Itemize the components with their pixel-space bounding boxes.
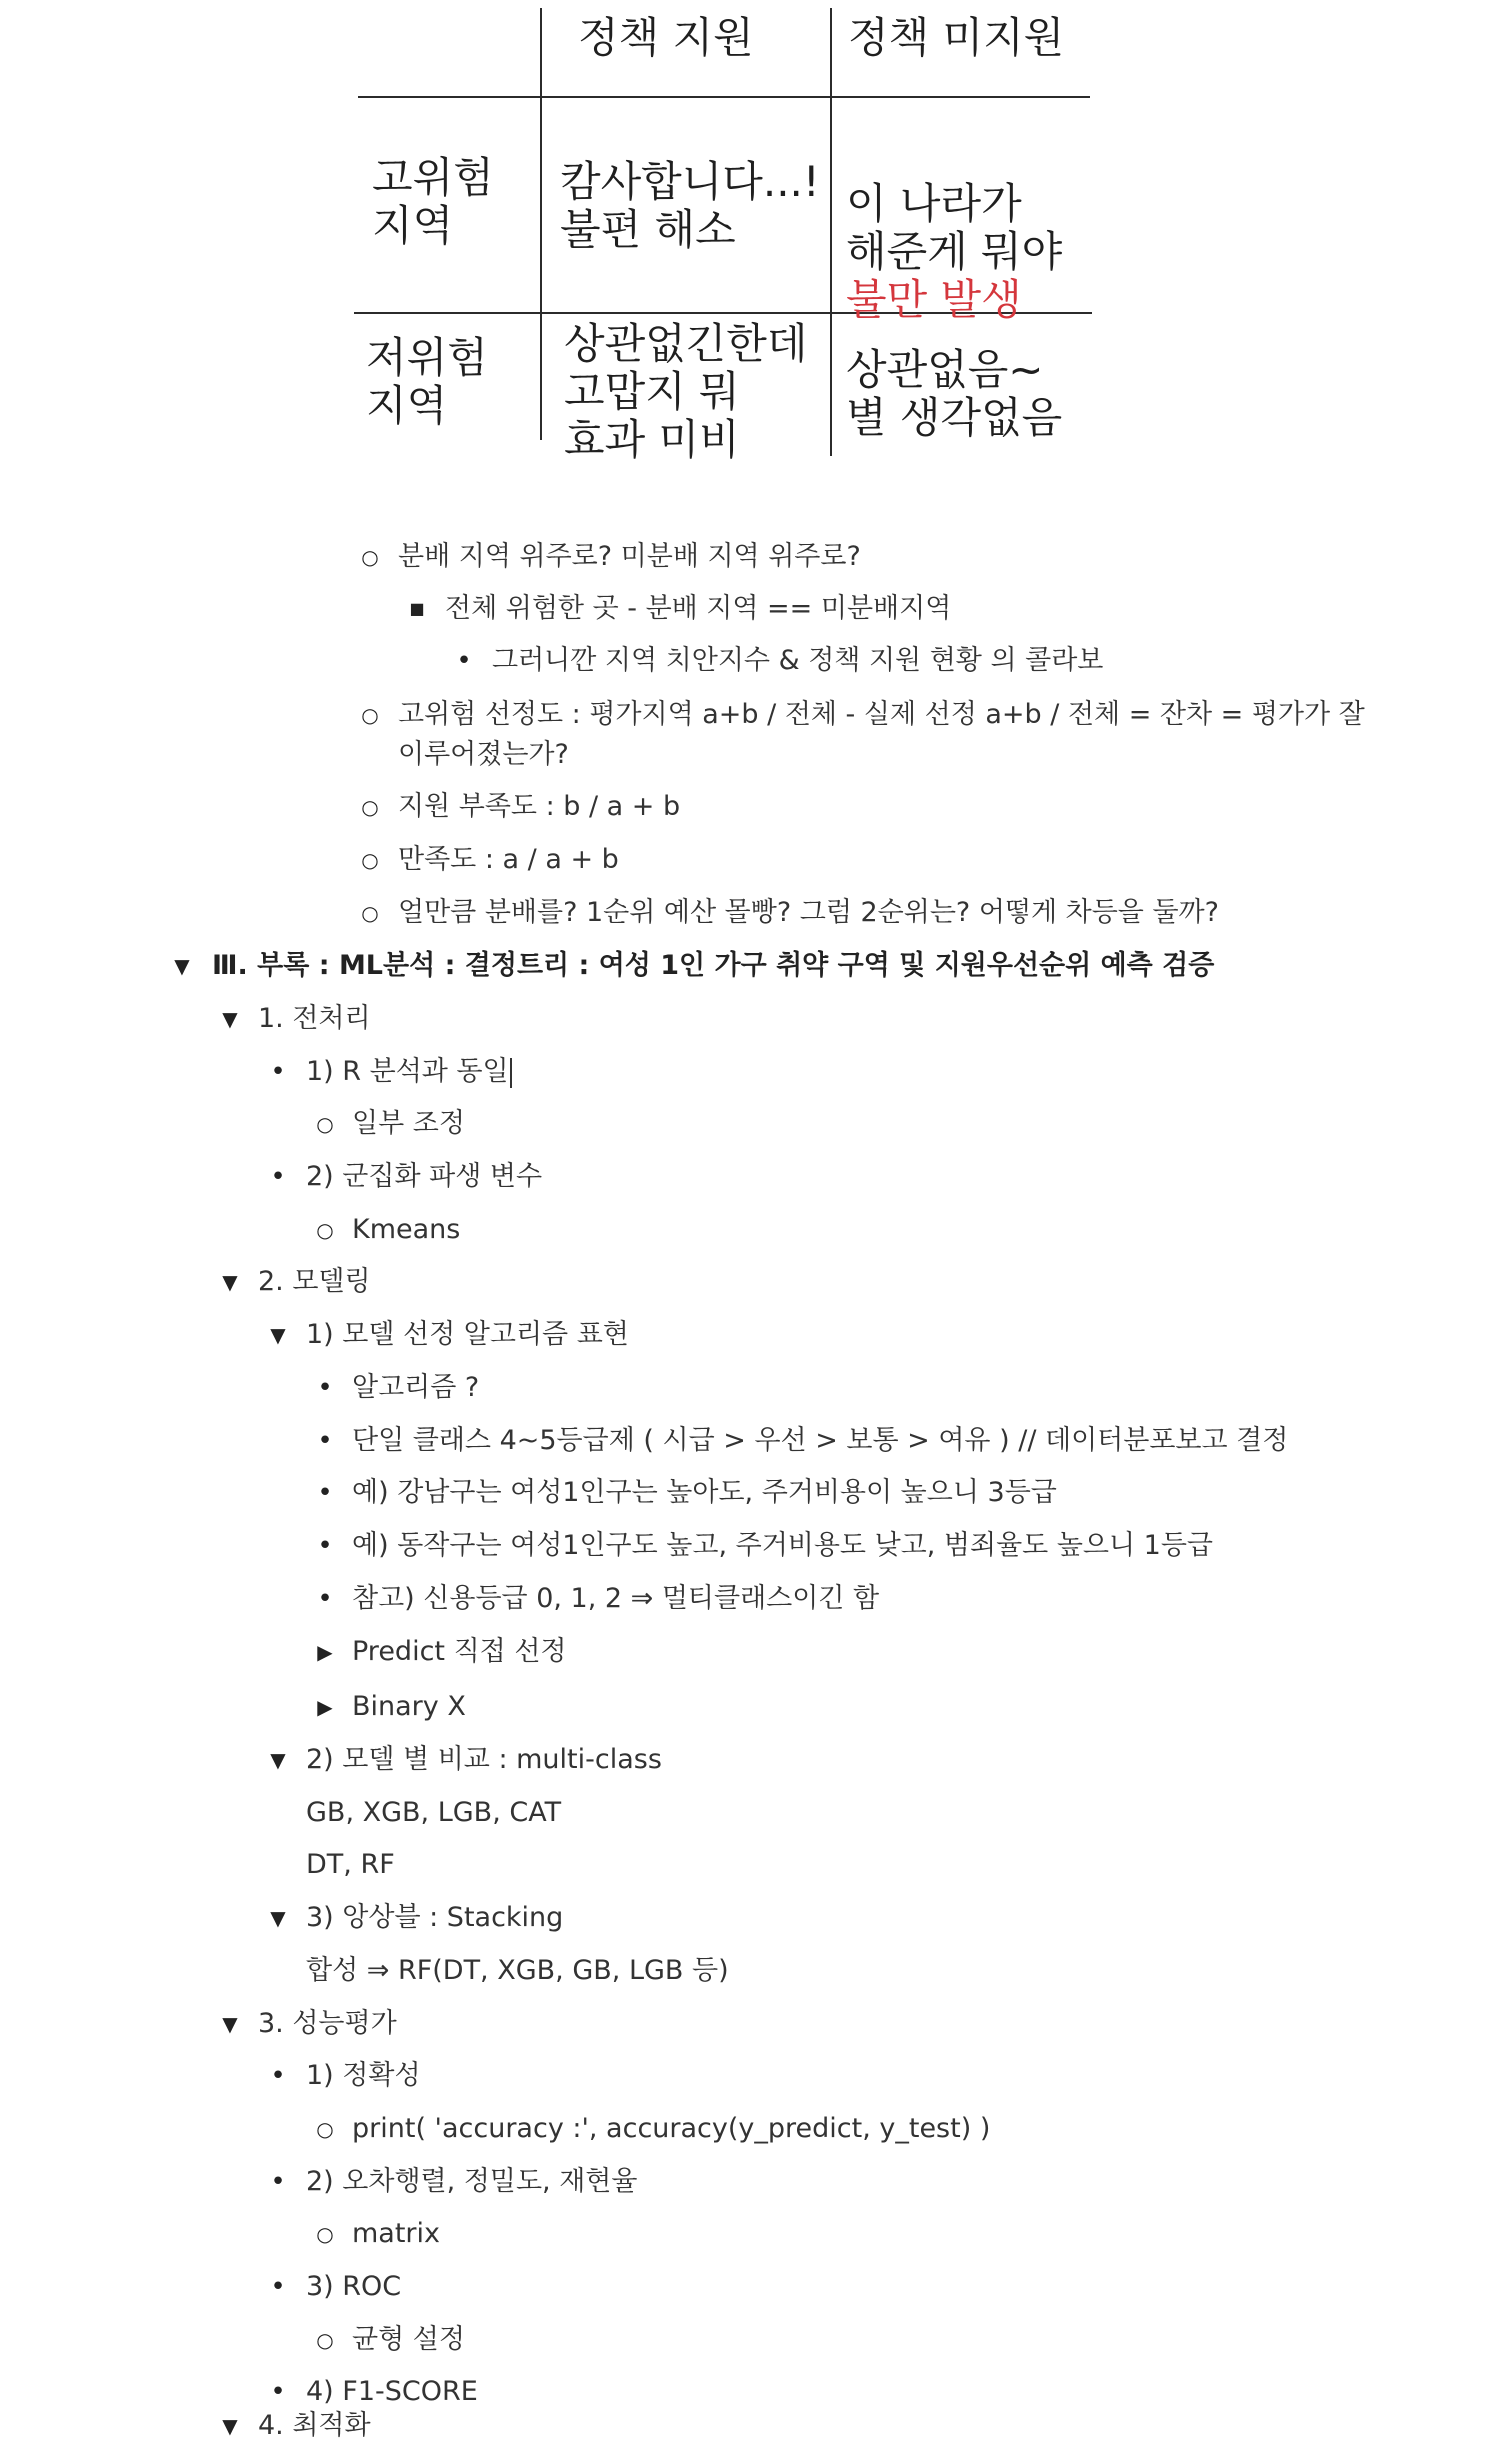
matrix-header-support: 정책 지원 [578,13,754,62]
circle-bullet-icon: ○ [361,795,379,819]
matrix-cell-low-support: 상관없긴한데 고맙지 뭐 효과 미비 [564,319,808,464]
dot-bullet-icon: • [270,1162,286,1192]
collapse-toggle-icon[interactable]: ▼ [174,954,190,978]
dot-bullet-icon: • [317,1584,333,1614]
matrix-cell-low-no-support: 상관없음~ 별 생각없음 [846,345,1063,442]
collapse-toggle-icon[interactable]: ▼ [222,1007,238,1031]
matrix-cell-high-no-support [846,132,1062,372]
matrix-cell-high-support: 캄사합니다...! 불편 해소 [560,157,820,254]
collapse-toggle-icon[interactable]: ▼ [270,1906,286,1930]
expand-toggle-icon[interactable]: ▶ [317,1695,333,1719]
square-bullet-icon: ■ [409,599,425,618]
circle-bullet-icon: ○ [361,901,379,925]
dot-bullet-icon: • [270,1057,286,1087]
matrix-hline-top [358,96,1090,98]
circle-bullet-icon: ○ [316,1112,334,1136]
dot-bullet-icon: • [317,1531,333,1561]
expand-toggle-icon[interactable]: ▶ [317,1640,333,1664]
circle-bullet-icon: ○ [316,2328,334,2352]
collapse-toggle-icon[interactable]: ▼ [270,1323,286,1347]
collapse-toggle-icon[interactable]: ▼ [222,1270,238,1294]
matrix-row-high-risk: 고위험 지역 [372,153,494,250]
circle-bullet-icon: ○ [316,2222,334,2246]
matrix-vline-left [540,8,542,440]
dot-bullet-icon: • [317,1426,333,1456]
collapse-toggle-icon[interactable]: ▼ [222,2012,238,2036]
dot-bullet-icon: • [317,1373,333,1403]
matrix-cell-high-no-support-text: 이 나라가 해준게 뭐야 [846,179,1063,276]
dot-bullet-icon: • [270,2167,286,2197]
policy-risk-matrix [350,0,1090,470]
collapse-toggle-icon[interactable]: ▼ [270,1748,286,1772]
circle-bullet-icon: ○ [361,545,379,569]
text-cursor [510,1058,512,1088]
matrix-row-low-risk: 저위험 지역 [366,333,488,430]
dot-bullet-icon: • [270,2377,286,2407]
matrix-header-no-support: 정책 미지원 [848,13,1065,62]
list-item-text: 1) R 분석과 동일 [306,1056,509,1087]
dot-bullet-icon: • [270,2061,286,2091]
circle-bullet-icon: ○ [361,848,379,872]
dot-bullet-icon: • [270,2272,286,2302]
circle-bullet-icon: ○ [316,2117,334,2141]
circle-bullet-icon: ○ [361,703,379,727]
dot-bullet-icon: • [317,1478,333,1508]
circle-bullet-icon: ○ [316,1218,334,1242]
collapse-toggle-icon[interactable]: ▼ [222,2414,238,2438]
dot-bullet-icon: • [456,646,472,676]
matrix-cell-complaint: 불만 발생 [846,275,1022,324]
matrix-vline-right [830,8,832,456]
